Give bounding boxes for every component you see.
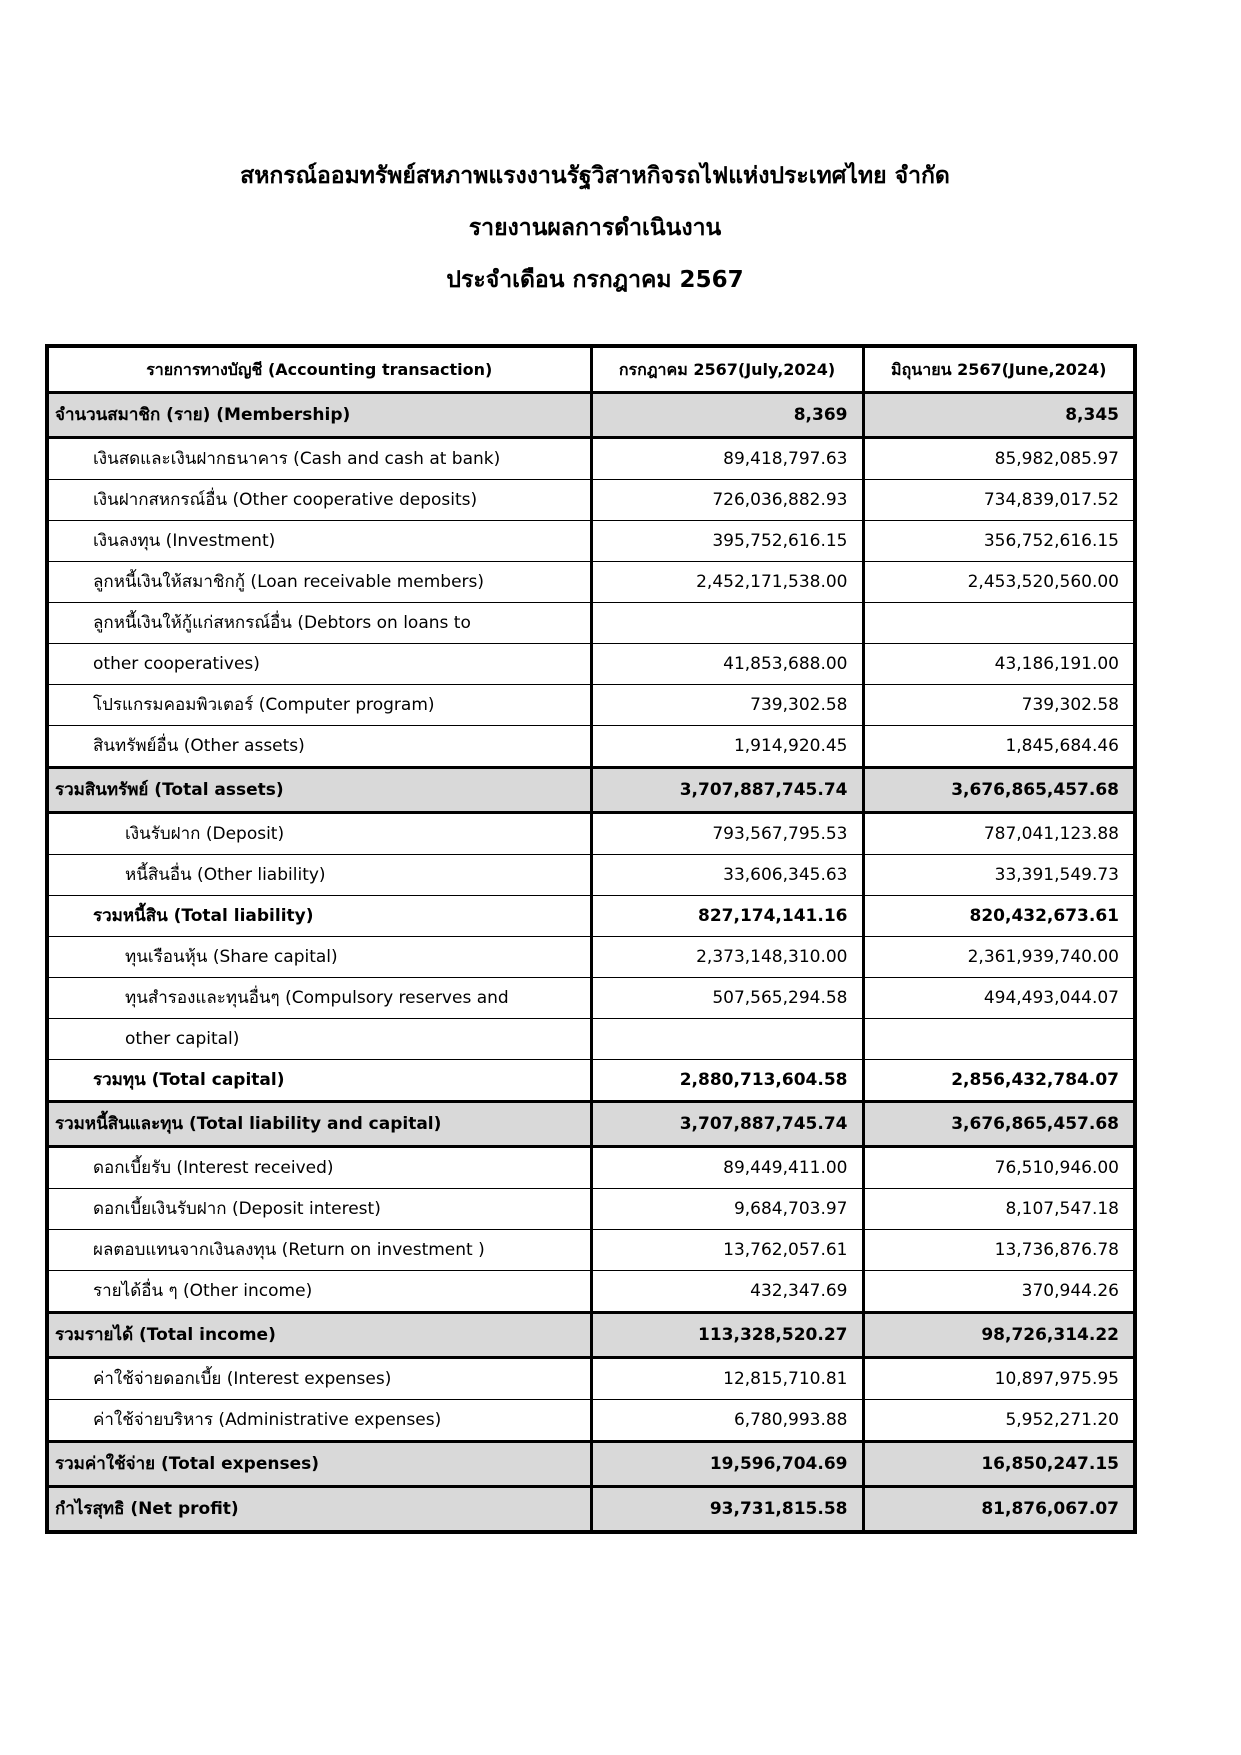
row-label: รวมหนี้สินและทุน (Total liability and capital) (47, 1102, 591, 1147)
value-july: 12,815,710.81 (591, 1358, 863, 1400)
value-july: 739,302.58 (591, 685, 863, 726)
value-july: 395,752,616.15 (591, 521, 863, 562)
value-june: 8,345 (863, 393, 1135, 438)
value-june (863, 603, 1135, 644)
value-july: 93,731,815.58 (591, 1487, 863, 1533)
row-debtors-on-loans-line2 (47, 644, 1135, 685)
value-june: 787,041,123.88 (863, 813, 1135, 855)
value-july: 3,707,887,745.74 (591, 1102, 863, 1147)
row-label: ค่าใช้จ่ายบริหาร (Administrative expenses) (47, 1400, 591, 1442)
value-july: 1,914,920.45 (591, 726, 863, 768)
value-july: 2,452,171,538.00 (591, 562, 863, 603)
row-label: ค่าใช้จ่ายดอกเบี้ย (Interest expenses) (47, 1358, 591, 1400)
header-accounting-transaction: รายการทางบัญชี (Accounting transaction) (47, 346, 591, 393)
report-title: รายงานผลการดำเนินงาน (468, 215, 722, 241)
value-july: 19,596,704.69 (591, 1442, 863, 1487)
row-label: รายได้อื่น ๆ (Other income) (47, 1271, 591, 1313)
row-label: ลูกหนี้เงินให้กู้แก่สหกรณ์อื่น (Debtors on loans to (47, 603, 591, 644)
value-july: 793,567,795.53 (591, 813, 863, 855)
row-total-assets (47, 768, 1135, 813)
row-label: กำไรสุทธิ (Net profit) (47, 1487, 591, 1533)
row-deposit-interest (47, 1189, 1135, 1230)
value-june: 734,839,017.52 (863, 480, 1135, 521)
value-july (591, 1019, 863, 1060)
row-label: other capital) (47, 1019, 591, 1060)
row-label: เงินรับฝาก (Deposit) (47, 813, 591, 855)
value-june: 85,982,085.97 (863, 438, 1135, 480)
header-july-2024: กรกฎาคม 2567(July,2024) (591, 346, 863, 393)
row-label: เงินลงทุน (Investment) (47, 521, 591, 562)
value-june: 2,856,432,784.07 (863, 1060, 1135, 1102)
value-june: 2,453,520,560.00 (863, 562, 1135, 603)
value-july: 113,328,520.27 (591, 1313, 863, 1358)
row-other-income (47, 1271, 1135, 1313)
value-july: 89,449,411.00 (591, 1147, 863, 1189)
row-compulsory-reserves-line1 (47, 978, 1135, 1019)
value-july: 726,036,882.93 (591, 480, 863, 521)
row-label: รวมค่าใช้จ่าย (Total expenses) (47, 1442, 591, 1487)
table-header-row (47, 346, 1135, 393)
value-june: 13,736,876.78 (863, 1230, 1135, 1271)
row-cash-at-bank (47, 438, 1135, 480)
value-july: 13,762,057.61 (591, 1230, 863, 1271)
value-june: 494,493,044.07 (863, 978, 1135, 1019)
row-label: เงินฝากสหกรณ์อื่น (Other cooperative deposits) (47, 480, 591, 521)
value-june: 3,676,865,457.68 (863, 768, 1135, 813)
value-june: 820,432,673.61 (863, 896, 1135, 937)
header-june-2024: มิถุนายน 2567(June,2024) (863, 346, 1135, 393)
row-total-liability-and-capital (47, 1102, 1135, 1147)
row-label: ผลตอบแทนจากเงินลงทุน (Return on investment ) (47, 1230, 591, 1271)
row-total-capital (47, 1060, 1135, 1102)
value-june: 8,107,547.18 (863, 1189, 1135, 1230)
row-label: จำนวนสมาชิก (ราย) (Membership) (47, 393, 591, 438)
row-label: ลูกหนี้เงินให้สมาชิกกู้ (Loan receivable members) (47, 562, 591, 603)
row-label: เงินสดและเงินฝากธนาคาร (Cash and cash at bank) (47, 438, 591, 480)
value-june: 739,302.58 (863, 685, 1135, 726)
financial-report-table (45, 344, 1137, 1534)
value-june: 98,726,314.22 (863, 1313, 1135, 1358)
row-compulsory-reserves-line2 (47, 1019, 1135, 1060)
value-june: 1,845,684.46 (863, 726, 1135, 768)
value-june: 2,361,939,740.00 (863, 937, 1135, 978)
row-administrative-expenses (47, 1400, 1135, 1442)
row-total-income (47, 1313, 1135, 1358)
row-net-profit (47, 1487, 1135, 1533)
report-period: ประจำเดือน กรกฎาคม 2567 (446, 267, 744, 293)
row-investment (47, 521, 1135, 562)
value-july: 432,347.69 (591, 1271, 863, 1313)
value-july: 507,565,294.58 (591, 978, 863, 1019)
value-june: 356,752,616.15 (863, 521, 1135, 562)
value-june: 33,391,549.73 (863, 855, 1135, 896)
row-debtors-on-loans-line1 (47, 603, 1135, 644)
value-july: 89,418,797.63 (591, 438, 863, 480)
value-june: 10,897,975.95 (863, 1358, 1135, 1400)
row-label: other cooperatives) (47, 644, 591, 685)
row-other-cooperative-deposits (47, 480, 1135, 521)
value-july: 827,174,141.16 (591, 896, 863, 937)
row-label: หนี้สินอื่น (Other liability) (47, 855, 591, 896)
row-label: ดอกเบี้ยเงินรับฝาก (Deposit interest) (47, 1189, 591, 1230)
row-computer-program (47, 685, 1135, 726)
row-total-liability (47, 896, 1135, 937)
row-label: รวมสินทรัพย์ (Total assets) (47, 768, 591, 813)
row-label: รวมหนี้สิน (Total liability) (47, 896, 591, 937)
report-org-title: สหกรณ์ออมทรัพย์สหภาพแรงงานรัฐวิสาหกิจรถไฟแห่งประเทศไทย จำกัด (240, 163, 950, 189)
row-label: รวมรายได้ (Total income) (47, 1313, 591, 1358)
row-label: ทุนสำรองและทุนอื่นๆ (Compulsory reserves and (47, 978, 591, 1019)
row-membership (47, 393, 1135, 438)
value-july: 33,606,345.63 (591, 855, 863, 896)
value-june: 3,676,865,457.68 (863, 1102, 1135, 1147)
row-label: ดอกเบี้ยรับ (Interest received) (47, 1147, 591, 1189)
row-loan-receivable-members (47, 562, 1135, 603)
value-july: 41,853,688.00 (591, 644, 863, 685)
row-label: ทุนเรือนหุ้น (Share capital) (47, 937, 591, 978)
value-june: 76,510,946.00 (863, 1147, 1135, 1189)
value-july: 9,684,703.97 (591, 1189, 863, 1230)
row-share-capital (47, 937, 1135, 978)
row-interest-received (47, 1147, 1135, 1189)
value-july: 2,880,713,604.58 (591, 1060, 863, 1102)
value-july: 6,780,993.88 (591, 1400, 863, 1442)
value-june: 16,850,247.15 (863, 1442, 1135, 1487)
row-other-liability (47, 855, 1135, 896)
value-june (863, 1019, 1135, 1060)
value-june: 81,876,067.07 (863, 1487, 1135, 1533)
value-july (591, 603, 863, 644)
value-june: 370,944.26 (863, 1271, 1135, 1313)
value-july: 3,707,887,745.74 (591, 768, 863, 813)
value-july: 2,373,148,310.00 (591, 937, 863, 978)
row-label: สินทรัพย์อื่น (Other assets) (47, 726, 591, 768)
row-other-assets (47, 726, 1135, 768)
row-label: โปรแกรมคอมพิวเตอร์ (Computer program) (47, 685, 591, 726)
value-july: 8,369 (591, 393, 863, 438)
row-interest-expenses (47, 1358, 1135, 1400)
row-label: รวมทุน (Total capital) (47, 1060, 591, 1102)
row-return-on-investment (47, 1230, 1135, 1271)
value-june: 43,186,191.00 (863, 644, 1135, 685)
row-deposit (47, 813, 1135, 855)
value-june: 5,952,271.20 (863, 1400, 1135, 1442)
row-total-expenses (47, 1442, 1135, 1487)
